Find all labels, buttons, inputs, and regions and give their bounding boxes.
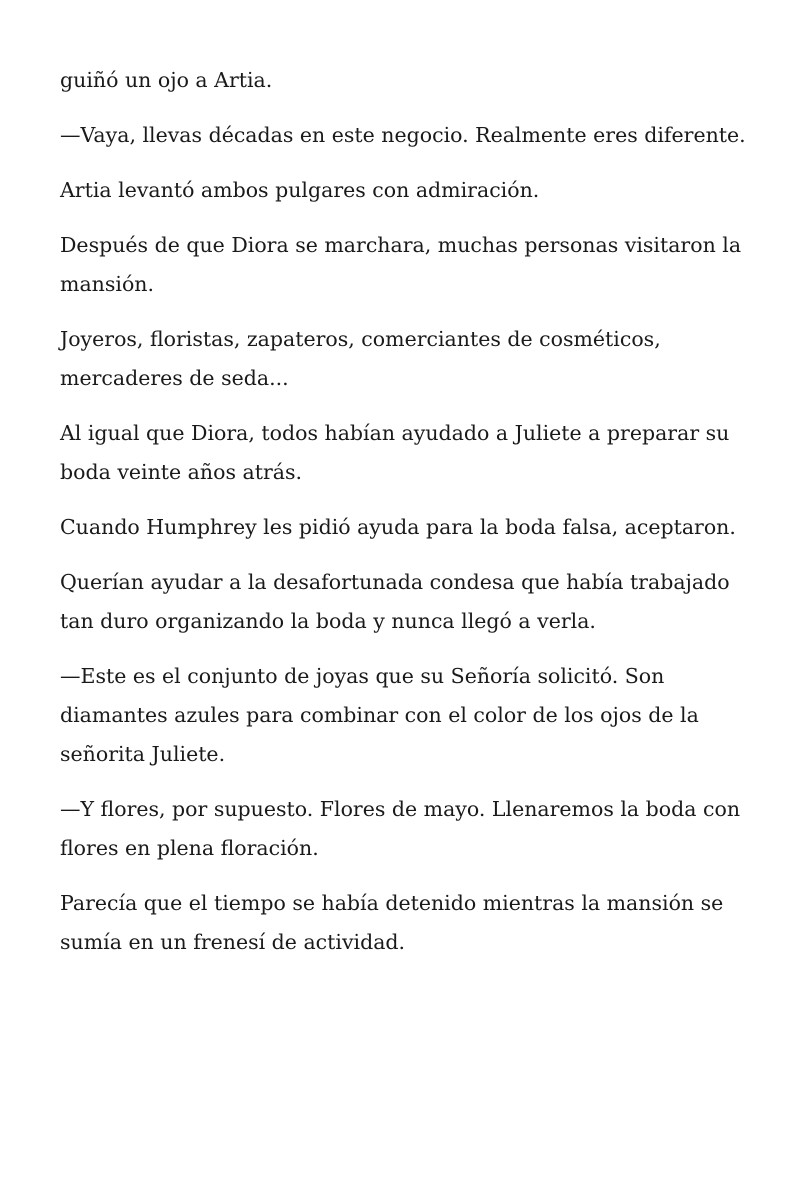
paragraph-5: Joyeros, floristas, zapateros, comerciantes de cosméticos, mercaderes de seda... [60,327,661,390]
paragraph-8: Querían ayudar a la desafortunada condesa que había trabajado tan duro organizando la boda y nunca llegó a verla. [60,570,730,633]
paragraph-3: Artia levantó ambos pulgares con admiración. [60,178,540,202]
paragraph-7: Cuando Humphrey les pidió ayuda para la boda falsa, aceptaron. [60,515,736,539]
paragraph-2: —Vaya, llevas décadas en este negocio. Realmente eres diferente. [60,123,746,147]
paragraph-11: Parecía que el tiempo se había detenido mientras la mansión se sumía en un frenesí de actividad. [60,891,724,954]
paragraph-10: —Y flores, por supuesto. Flores de mayo. Llenaremos la boda con flores en plena floración. [60,797,741,860]
paragraph-6: Al igual que Diora, todos habían ayudado a Juliete a preparar su boda veinte años atrás. [60,421,730,484]
paragraph-1: guiñó un ojo a Artia. [60,68,273,92]
reading-page [60,61,750,978]
paragraph-4: Después de que Diora se marchara, muchas personas visitaron la mansión. [60,233,742,296]
paragraph-9: —Este es el conjunto de joyas que su Señoría solicitó. Son diamantes azules para combinar con el color de los ojos de la señorita Juliete. [60,664,699,766]
